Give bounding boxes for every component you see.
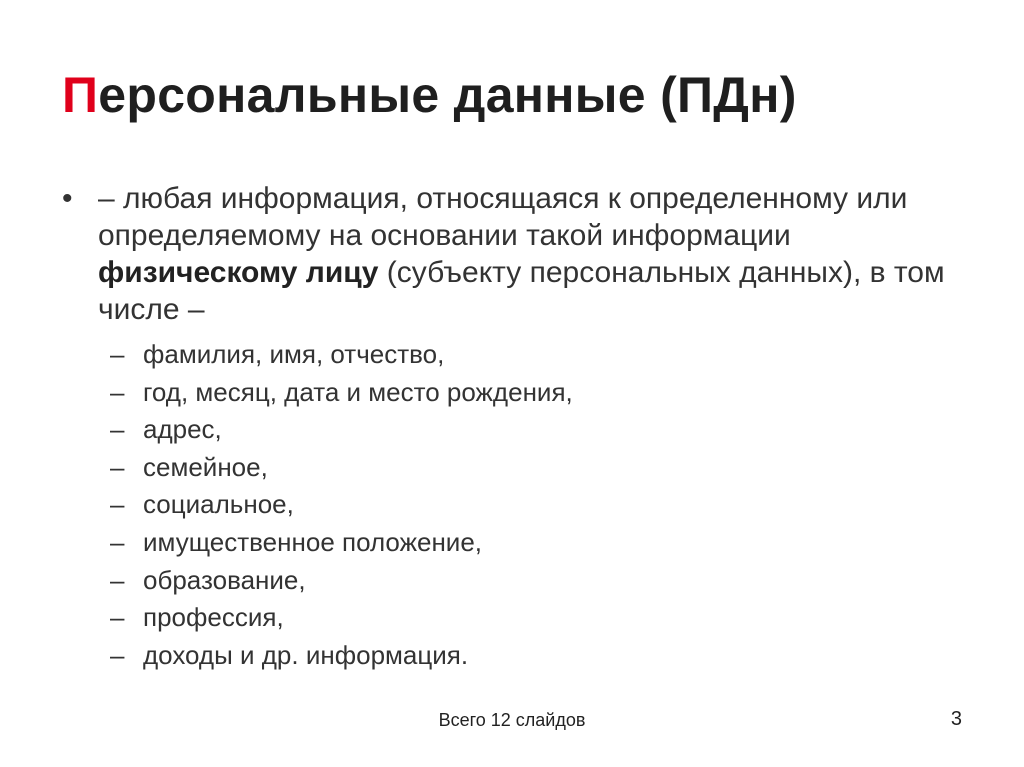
list-item-text: семейное, [143,451,268,482]
dash-icon: – [110,339,125,369]
definition-bullet [62,180,982,328]
list-item [62,449,982,487]
list-item-text: фамилия, имя, отчество, [143,339,445,369]
personal-data-list [62,336,982,674]
bullet-icon: • [62,182,73,215]
dash-icon: – [110,489,125,520]
list-item-text: имущественное положение, [143,526,483,557]
list-item-text: социальное, [143,489,294,520]
dash-icon: – [110,564,125,595]
slide-title [62,68,797,123]
slide-count-footer: Всего 12 слайдов [438,710,586,730]
list-item [62,374,982,412]
title-accent-letter: П [62,67,99,123]
list-item-text: доходы и др. информация. [143,639,469,670]
list-item [62,524,982,562]
list-item [62,637,982,675]
page-number: 3 [950,708,962,730]
dash-icon: – [110,602,125,633]
definition-text [98,182,945,326]
dash-icon: – [110,639,125,670]
list-item-text: образование, [143,564,306,595]
list-item [62,336,982,374]
dash-icon: – [110,414,125,445]
list-item [62,411,982,449]
dash-icon: – [110,526,125,557]
list-item [62,562,982,600]
list-item [62,486,982,524]
dash-icon: – [110,451,125,482]
definition-part-2: (субъекту персональных данных), в том числе – [98,256,945,326]
list-item-text: профессия, [143,602,284,633]
definition-part-1: – любая информация, относящаяся к определенному или определяемому на основании такой информации [98,182,908,252]
list-item-text: год, месяц, дата и место рождения, [143,376,573,407]
dash-icon: – [110,376,125,407]
list-item-text: адрес, [143,414,222,445]
definition-bold: физическому лицу [98,256,379,289]
slide-content [62,180,982,674]
title-text: ерсональные данные (ПДн) [98,67,797,123]
list-item [62,599,982,637]
